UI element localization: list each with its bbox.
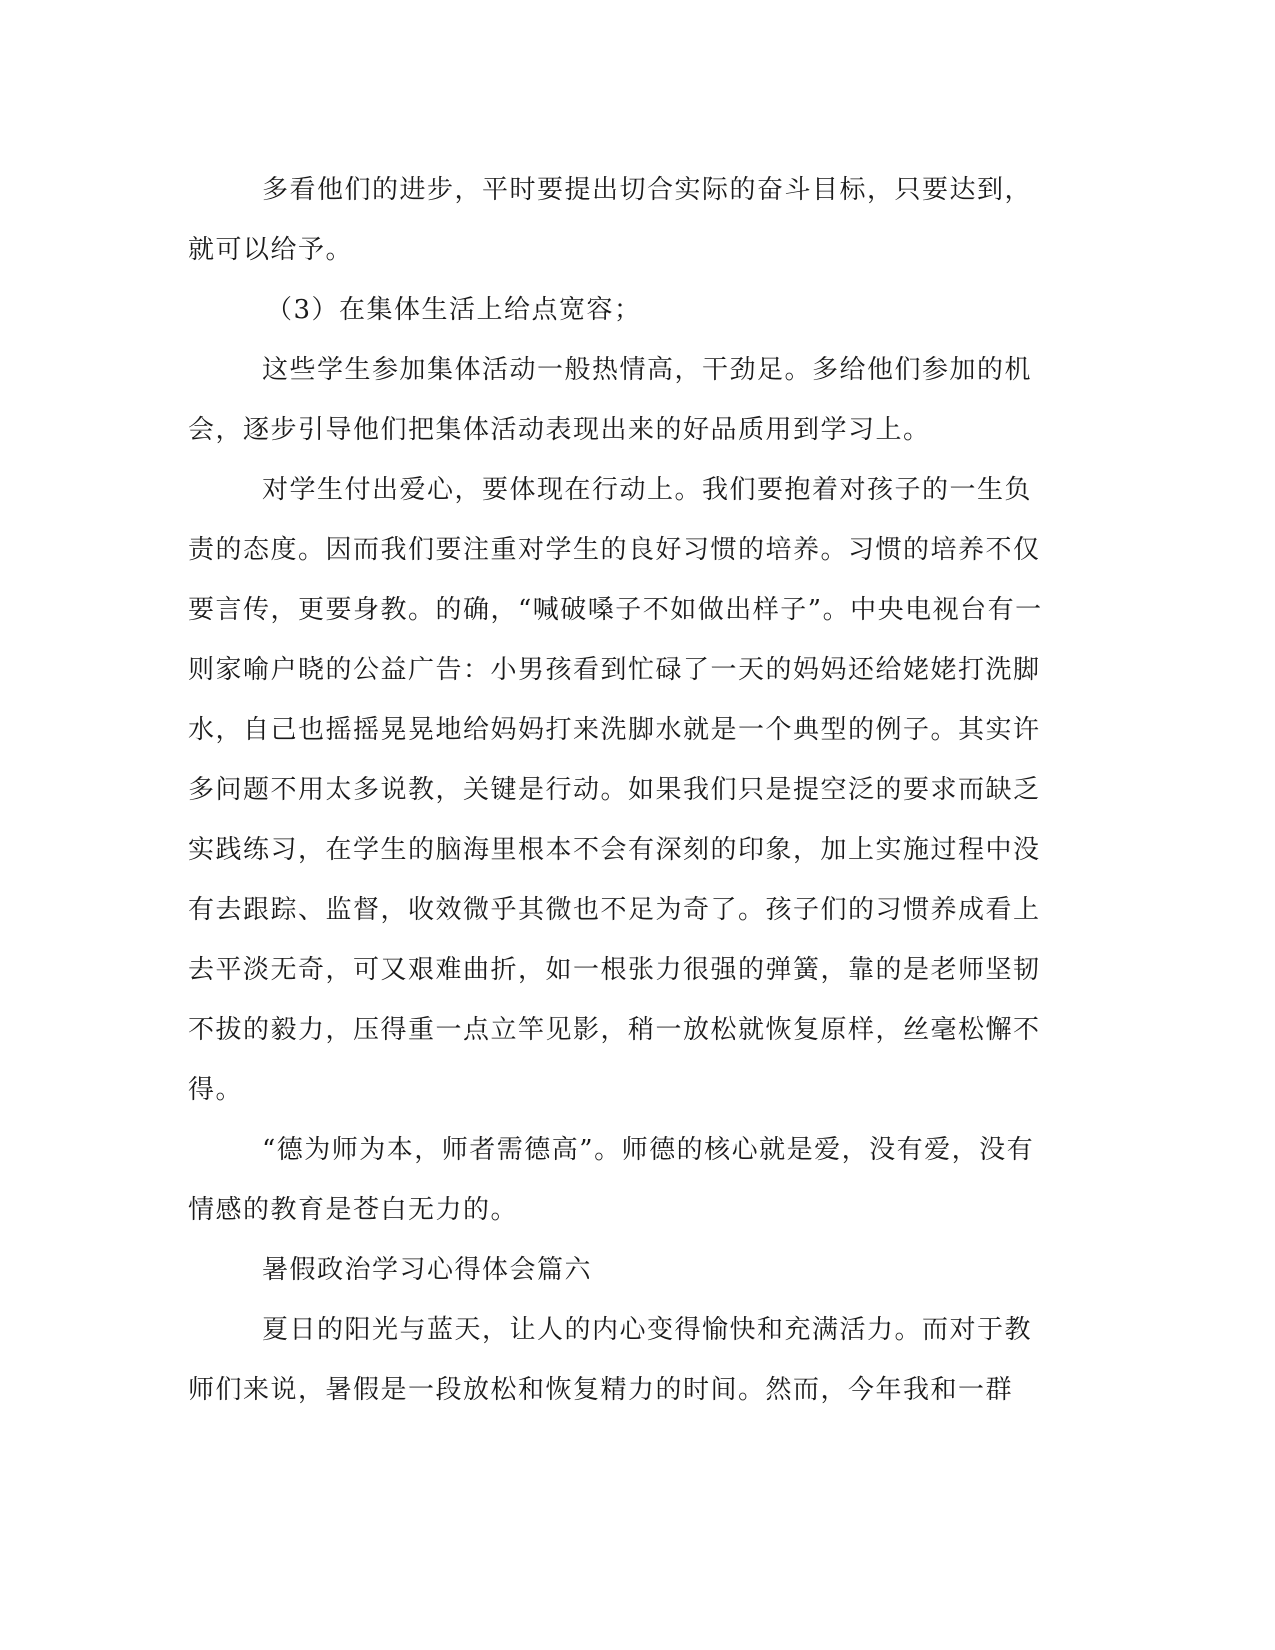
list-item-collective-life: （3）在集体生活上给点宽容； [266,295,642,325]
paragraph-teacher-ethics: “德为师为本，师者需德高”。师德的核心就是爱，没有爱，没有情感的教育是苍白无力的。 [188,1135,1035,1225]
section-heading: 暑假政治学习心得体会篇六 [262,1255,593,1285]
paragraph-summer: 夏日的阳光与蓝天，让人的内心变得愉快和充满活力。而对于教师们来说，暑假是一段放松和恢复精力的时间。然而，今年我和一群 [188,1315,1033,1405]
paragraph-love-in-action: 对学生付出爱心，要体现在行动上。我们要抱着对孩子的一生负责的态度。因而我们要注重对学生的良好习惯的培养。习惯的培养不仅要言传，更要身教。的确，“喊破嗓子不如做出样子”。中央电视台有一则家喻户晓的公益广告：小男孩看到忙碌了一天的妈妈还给姥姥打洗脚水，自己也摇摇晃晃地给妈妈打来洗脚水就是一个典型的例子。其实许多问题不用太多说教，关键是行动。如果我们只是提空泛的要求而缺乏实践练习，在学生的脑海里根本不会有深刻的印象，加上实施过程中没有去跟踪、监督，收效微乎其微也不足为奇了。孩子们的习惯养成看上去平淡无奇，可又艰难曲折，如一根张力很强的弹簧，靠的是老师坚韧不拔的毅力，压得重一点立竿见影，稍一放松就恢复原样，丝毫松懈不得。 [188,475,1043,1105]
paragraph-collective-activities: 这些学生参加集体活动一般热情高，干劲足。多给他们参加的机会，逐步引导他们把集体活动表现出来的好品质用到学习上。 [188,355,1033,445]
document-body [188,160,1058,1420]
paragraph-progress: 多看他们的进步，平时要提出切合实际的奋斗目标，只要达到，就可以给予。 [188,175,1033,265]
